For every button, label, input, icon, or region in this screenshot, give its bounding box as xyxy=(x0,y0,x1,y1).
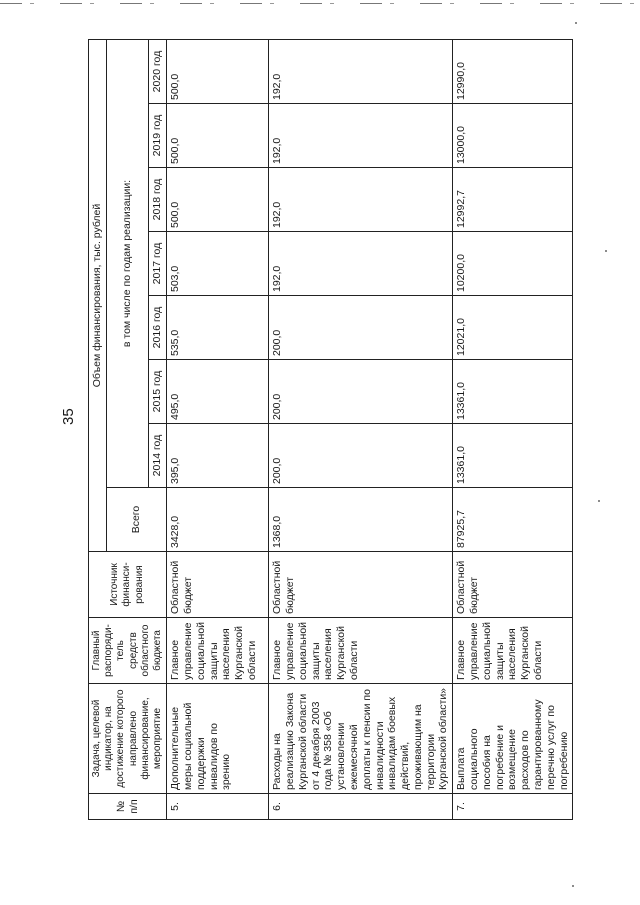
row-value: 13000,0 xyxy=(453,104,573,168)
row-value: 500,0 xyxy=(167,168,269,232)
row-value: 200,0 xyxy=(269,296,453,360)
row-task: Выплата социального пособия на погребение и возмещение расходов по гарантированному перечню услуг по погребению xyxy=(453,684,573,794)
row-value: 10200,0 xyxy=(453,232,573,296)
row-source: Областной бюджет xyxy=(453,552,573,618)
header-total: Всего xyxy=(106,488,166,552)
row-manager: Главное управление социальной защиты населения Курганской области xyxy=(453,618,573,684)
header-year: 2015 год xyxy=(149,360,167,424)
row-source: Областной бюджет xyxy=(269,552,453,618)
row-total: 3428,0 xyxy=(167,488,269,552)
row-value: 535,0 xyxy=(167,296,269,360)
row-value: 200,0 xyxy=(269,360,453,424)
row-source: Областной бюджет xyxy=(167,552,269,618)
header-task: Задача, целевой индикатор, на достижение которого направлено финансирование, мероприятие xyxy=(89,684,167,794)
header-source: Источник финанси-рования xyxy=(89,552,167,618)
header-row-1 xyxy=(89,40,107,820)
row-value: 192,0 xyxy=(269,40,453,104)
row-value: 200,0 xyxy=(269,424,453,488)
row-value: 192,0 xyxy=(269,168,453,232)
row-value: 12992,7 xyxy=(453,168,573,232)
header-year: 2017 год xyxy=(149,232,167,296)
row-num: 5. xyxy=(167,794,269,820)
row-manager: Главное управление социальной защиты населения Курганской области xyxy=(269,618,453,684)
row-value: 192,0 xyxy=(269,232,453,296)
row-value: 500,0 xyxy=(167,104,269,168)
row-value: 503,0 xyxy=(167,232,269,296)
row-value: 192,0 xyxy=(269,104,453,168)
scan-speck xyxy=(575,22,577,24)
scan-speck xyxy=(572,885,574,887)
header-year: 2014 год xyxy=(149,424,167,488)
header-year: 2018 год xyxy=(149,168,167,232)
row-task: Расходы на реализацию Закона Курганской области от 4 декабря 2003 года № 358 «Об установлении ежемесячной доплаты к пенсии по инвалидности инвалидам боевых действий, проживающим на территории Курганской области» xyxy=(269,684,453,794)
row-total: 1368,0 xyxy=(269,488,453,552)
table-row xyxy=(167,40,269,820)
header-volume: Объем финансирования, тыс. рублей xyxy=(89,40,107,552)
row-value: 12021,0 xyxy=(453,296,573,360)
header-by-years: в том числе по годам реализации: xyxy=(106,40,149,488)
header-manager: Главный распоряди-тель средств областного бюджета xyxy=(89,618,167,684)
row-value: 13361,0 xyxy=(453,424,573,488)
row-num: 7. xyxy=(453,794,573,820)
row-value: 500,0 xyxy=(167,40,269,104)
row-total: 87925,7 xyxy=(453,488,573,552)
scan-artifact-line xyxy=(0,3,640,4)
row-manager: Главное управление социальной защиты населения Курганской области xyxy=(167,618,269,684)
financing-table xyxy=(88,39,573,820)
rotated-page-content xyxy=(88,40,608,820)
header-year: 2016 год xyxy=(149,296,167,360)
row-task: Дополнительные меры социальной поддержки инвалидов по зрению xyxy=(167,684,269,794)
row-num: 6. xyxy=(269,794,453,820)
row-value: 12990,0 xyxy=(453,40,573,104)
row-value: 13361,0 xyxy=(453,360,573,424)
row-value: 495,0 xyxy=(167,360,269,424)
header-year: 2019 год xyxy=(149,104,167,168)
header-year: 2020 год xyxy=(149,40,167,104)
table-row xyxy=(269,40,453,820)
table-row xyxy=(453,40,573,820)
header-num: № п/п xyxy=(89,794,167,820)
row-value: 395,0 xyxy=(167,424,269,488)
page-number: 35 xyxy=(60,408,77,425)
